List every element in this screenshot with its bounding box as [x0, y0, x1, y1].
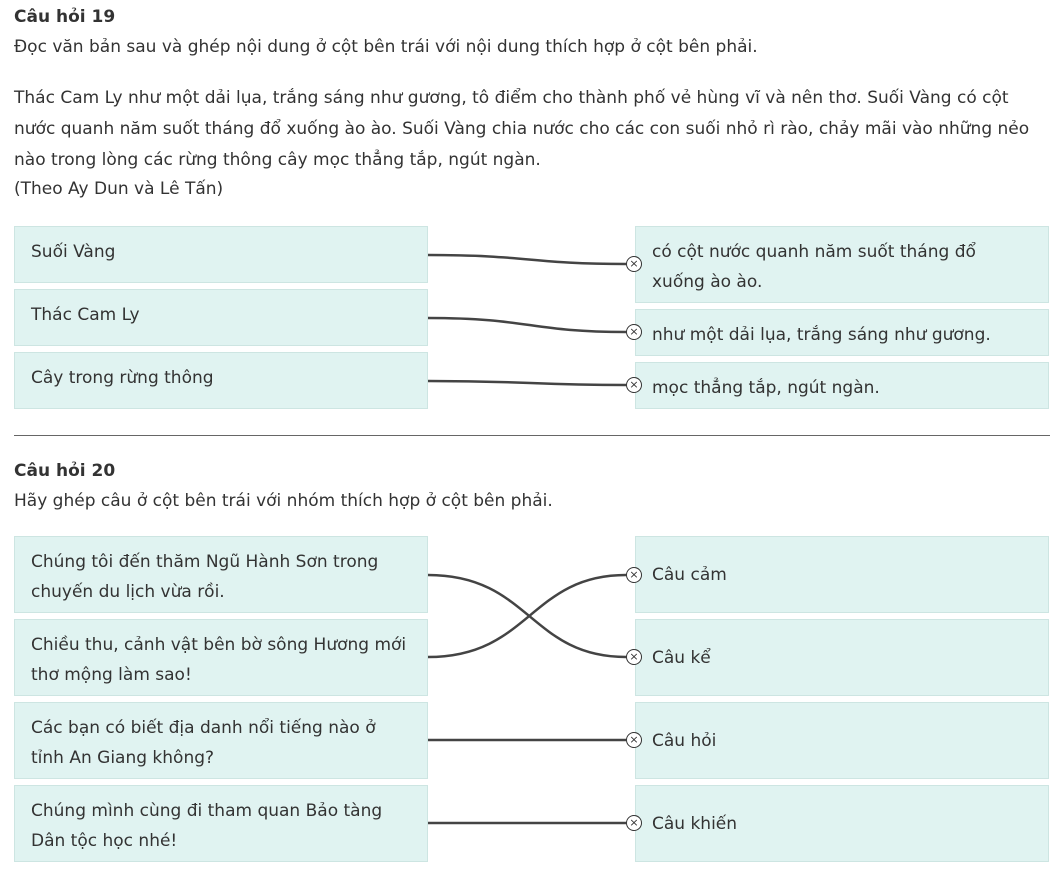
q20-right-item-2[interactable]: Câu kể: [635, 619, 1049, 696]
question-divider: [14, 435, 1050, 436]
q19-left-item-2[interactable]: Thác Cam Ly: [14, 289, 428, 346]
q20-title: Câu hỏi 20: [14, 461, 116, 481]
q19-title: Câu hỏi 19: [14, 7, 116, 27]
remove-link-icon[interactable]: ×: [626, 256, 642, 272]
remove-link-icon[interactable]: ×: [626, 567, 642, 583]
passage-text: Thác Cam Ly như một dải lụa, trắng sáng như gương, tô điểm cho thành phố vẻ hùng vĩ và nên thơ. Suối Vàng có cột nước quanh năm suốt tháng đổ xuống ào ào. Suối Vàng chia nước cho các con suối nhỏ rì rào, chảy mãi vào những nẻo nào trong lòng các rừng thông cây mọc thẳng tắp, ngút ngàn.: [14, 88, 1030, 170]
remove-link-icon[interactable]: ×: [626, 377, 642, 393]
q19-left-item-1[interactable]: Suối Vàng: [14, 226, 428, 283]
remove-link-icon[interactable]: ×: [626, 815, 642, 831]
connector-q19-3: [428, 381, 626, 385]
q19-prompt: Đọc văn bản sau và ghép nội dung ở cột bên trái với nội dung thích hợp ở cột bên phải.: [14, 37, 758, 57]
q19-right-item-2[interactable]: như một dải lụa, trắng sáng như gương.: [635, 309, 1049, 356]
q19-passage: [14, 83, 1044, 176]
q20-left-item-2[interactable]: Chiều thu, cảnh vật bên bờ sông Hương mới thơ mộng làm sao!: [14, 619, 428, 696]
connector-q19-1: [428, 255, 626, 264]
q20-left-item-3[interactable]: Các bạn có biết địa danh nổi tiếng nào ở tỉnh An Giang không?: [14, 702, 428, 779]
q20-prompt: Hãy ghép câu ở cột bên trái với nhóm thích hợp ở cột bên phải.: [14, 491, 553, 511]
connector-q19-2: [428, 318, 626, 332]
q20-right-item-3[interactable]: Câu hỏi: [635, 702, 1049, 779]
remove-link-icon[interactable]: ×: [626, 324, 642, 340]
connector-q20-1: [428, 575, 626, 657]
q20-left-item-4[interactable]: Chúng mình cùng đi tham quan Bảo tàng Dân tộc học nhé!: [14, 785, 428, 862]
q19-source: (Theo Ay Dun và Lê Tấn): [14, 179, 224, 199]
q20-right-item-1[interactable]: Câu cảm: [635, 536, 1049, 613]
q19-left-item-3[interactable]: Cây trong rừng thông: [14, 352, 428, 409]
remove-link-icon[interactable]: ×: [626, 649, 642, 665]
q19-right-item-3[interactable]: mọc thẳng tắp, ngút ngàn.: [635, 362, 1049, 409]
connector-q20-2: [428, 575, 626, 657]
remove-link-icon[interactable]: ×: [626, 732, 642, 748]
q20-left-item-1[interactable]: Chúng tôi đến thăm Ngũ Hành Sơn trong chuyến du lịch vừa rồi.: [14, 536, 428, 613]
q20-right-item-4[interactable]: Câu khiến: [635, 785, 1049, 862]
q19-right-item-1[interactable]: có cột nước quanh năm suốt tháng đổ xuống ào ào.: [635, 226, 1049, 303]
